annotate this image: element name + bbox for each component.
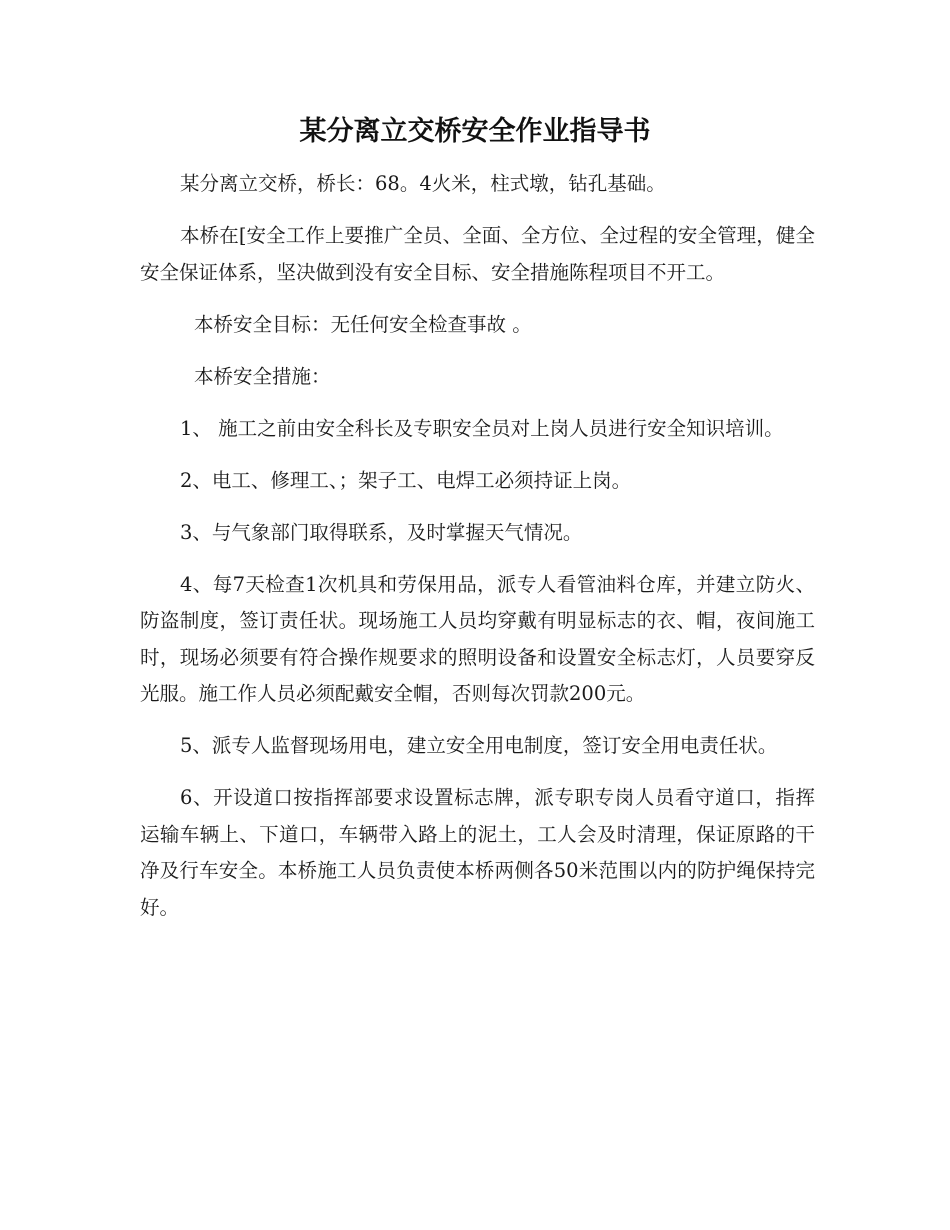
list-item-measure-5: 5、派专人监督现场用电，建立安全用电制度，签订安全用电责任状。 — [180, 734, 778, 757]
document-body — [140, 166, 815, 942]
list-item-measure-2: 2、电工、修理工、；架子工、电焊工必须持证上岗。 — [180, 468, 632, 492]
paragraph-safety-goal: 本桥安全目标：无任何安全检查事故 。 — [194, 312, 532, 336]
list-item-measure-4: 4、每7天检查1次机具和劳保用品，派专人看管油料仓库，并建立防火、防盗制度，签订责任状。现场施工人员均穿戴有明显标志的衣、帽，夜间施工时，现场必须要有符合操作规要求的照明设备和设置安全标志灯，人员要穿反光服。施工作人员必须配戴安全帽，否则每次罚款200元。 — [140, 572, 815, 705]
document-title: 某分离立交桥安全作业指导书 — [299, 116, 651, 147]
list-item-measure-6: 6、开设道口按指挥部要求设置标志牌，派专职专岗人员看守道口，指挥运输车辆上、下道口，车辆带入路上的泥土，工人会及时清理，保证原路的干净及行车安全。本桥施工人员负责使本桥两侧各50米范围以内的防护绳保持完好。 — [140, 786, 815, 919]
list-item-measure-1: 1、 施工之前由安全科长及专职安全员对上岗人员进行安全知识培训。 — [180, 416, 784, 440]
paragraph-bridge-info: 某分离立交桥，桥长：68。4火米，柱式墩，钻孔基础。 — [180, 172, 666, 195]
paragraph-safety-management: 本桥在[安全工作上要推广全员、全面、全方位、全过程的安全管理，健全安全保证体系，坚决做到没有安全目标、安全措施陈程项目不开工。 — [140, 224, 815, 284]
list-item-measure-3: 3、与气象部门取得联系，及时掌握天气情况。 — [180, 520, 583, 544]
paragraph-safety-measures-heading: 本桥安全措施： — [194, 364, 331, 388]
